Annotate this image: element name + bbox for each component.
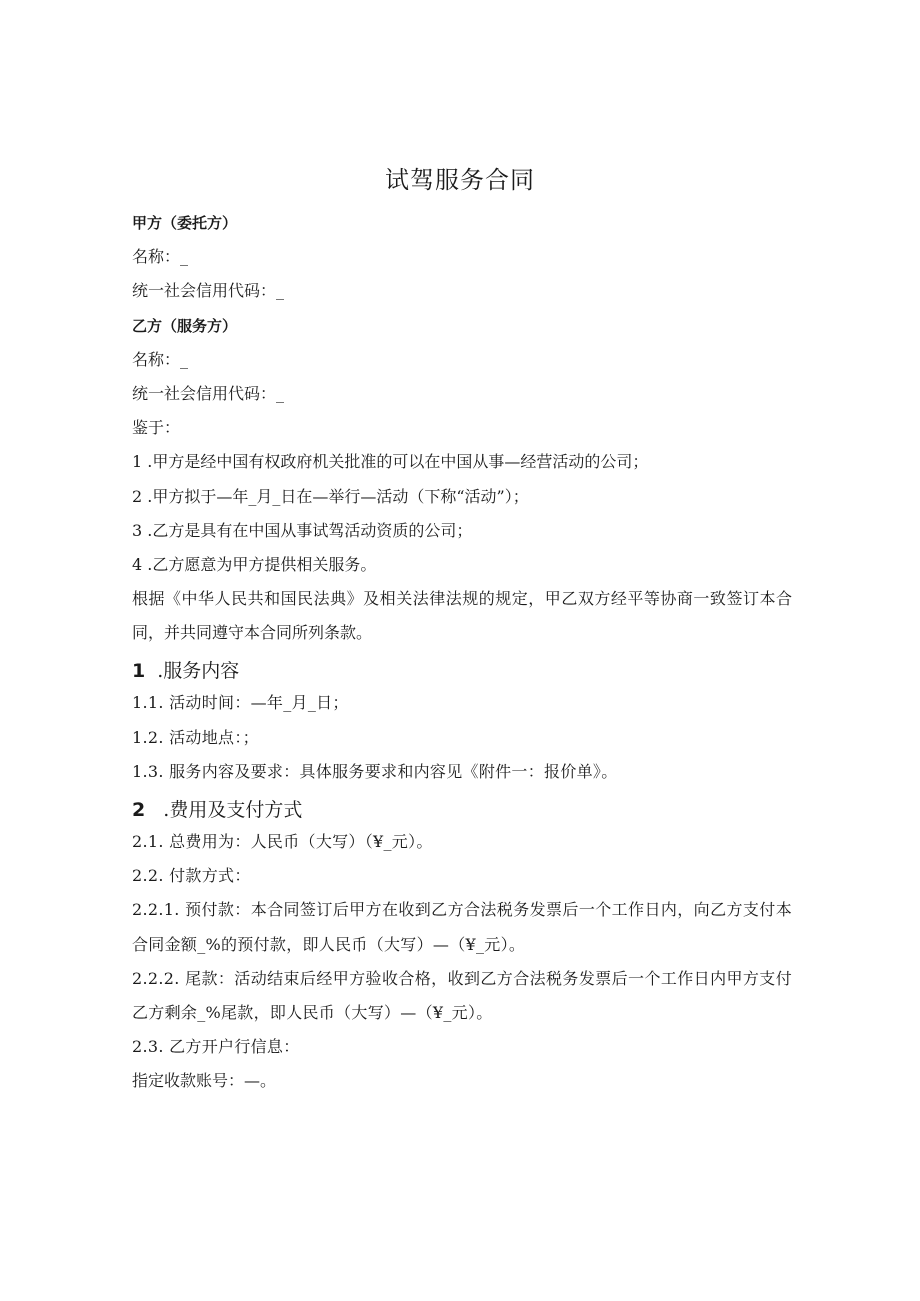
document-title: 试驾服务合同 (385, 166, 535, 194)
clause-2-3: 2.3. 乙方开户行信息： (132, 1037, 300, 1057)
clause-2-1: 2.1. 总费用为：人民币（大写）（¥_元）。 (132, 832, 433, 852)
clause-1-2: 1.2. 活动地点：； (132, 727, 259, 747)
section-1-heading (132, 650, 792, 686)
whereas-label: 鉴于： (132, 418, 181, 438)
clause-2-2: 2.2. 付款方式： (132, 866, 251, 886)
section-2-number: 2 (132, 799, 146, 822)
clause-2-2-2: 2.2.2. 尾款：活动结束后经甲方验收合格，收到乙方合法税务发票后一个工作日内甲方支付乙方剩余_%尾款，即人民币（大写）—（¥_元）。 (132, 968, 792, 1023)
party-a-heading: 甲方（委托方） (132, 214, 238, 232)
section-1-title: .服务内容 (157, 660, 240, 683)
section-2-title: .费用及支付方式 (157, 799, 303, 822)
section-2-heading (132, 789, 792, 825)
contract-body (132, 206, 792, 1099)
party-b-heading: 乙方（服务方） (132, 316, 238, 335)
whereas-item: 3 .乙方是具有在中国从事试驾活动资质的公司； (132, 520, 473, 540)
party-b-name: 名称：_ (132, 349, 189, 369)
account-number-line: 指定收款账号：—。 (132, 1071, 277, 1091)
party-b-credit-code: 统一社会信用代码：_ (132, 383, 285, 403)
party-a-credit-code: 统一社会信用代码：_ (132, 281, 285, 301)
whereas-item: 1 .甲方是经中国有权政府机关批准的可以在中国从事—经营活动的公司； (132, 452, 649, 472)
clause-1-1: 1.1. 活动时间：—年_月_日； (132, 693, 349, 713)
clause-2-2-1: 2.2.1. 预付款：本合同签订后甲方在收到乙方合法税务发票后一个工作日内，向乙方支付本合同金额_%的预付款，即人民币（大写）—（¥_元）。 (132, 900, 792, 954)
whereas-item: 2 .甲方拟于—年_月_日在—举行—活动（下称“活动”）； (132, 486, 529, 506)
section-1-number: 1 (132, 660, 146, 683)
clause-1-3: 1.3. 服务内容及要求：具体服务要求和内容见《附件一：报价单》。 (132, 761, 618, 781)
party-a-name: 名称：_ (132, 247, 189, 267)
whereas-item: 4 .乙方愿意为甲方提供相关服务。 (132, 554, 377, 574)
legal-basis-paragraph: 根据《中华人民共和国民法典》及相关法律法规的规定，甲乙双方经平等协商一致签订本合同，并共同遵守本合同所列条款。 (132, 589, 792, 643)
